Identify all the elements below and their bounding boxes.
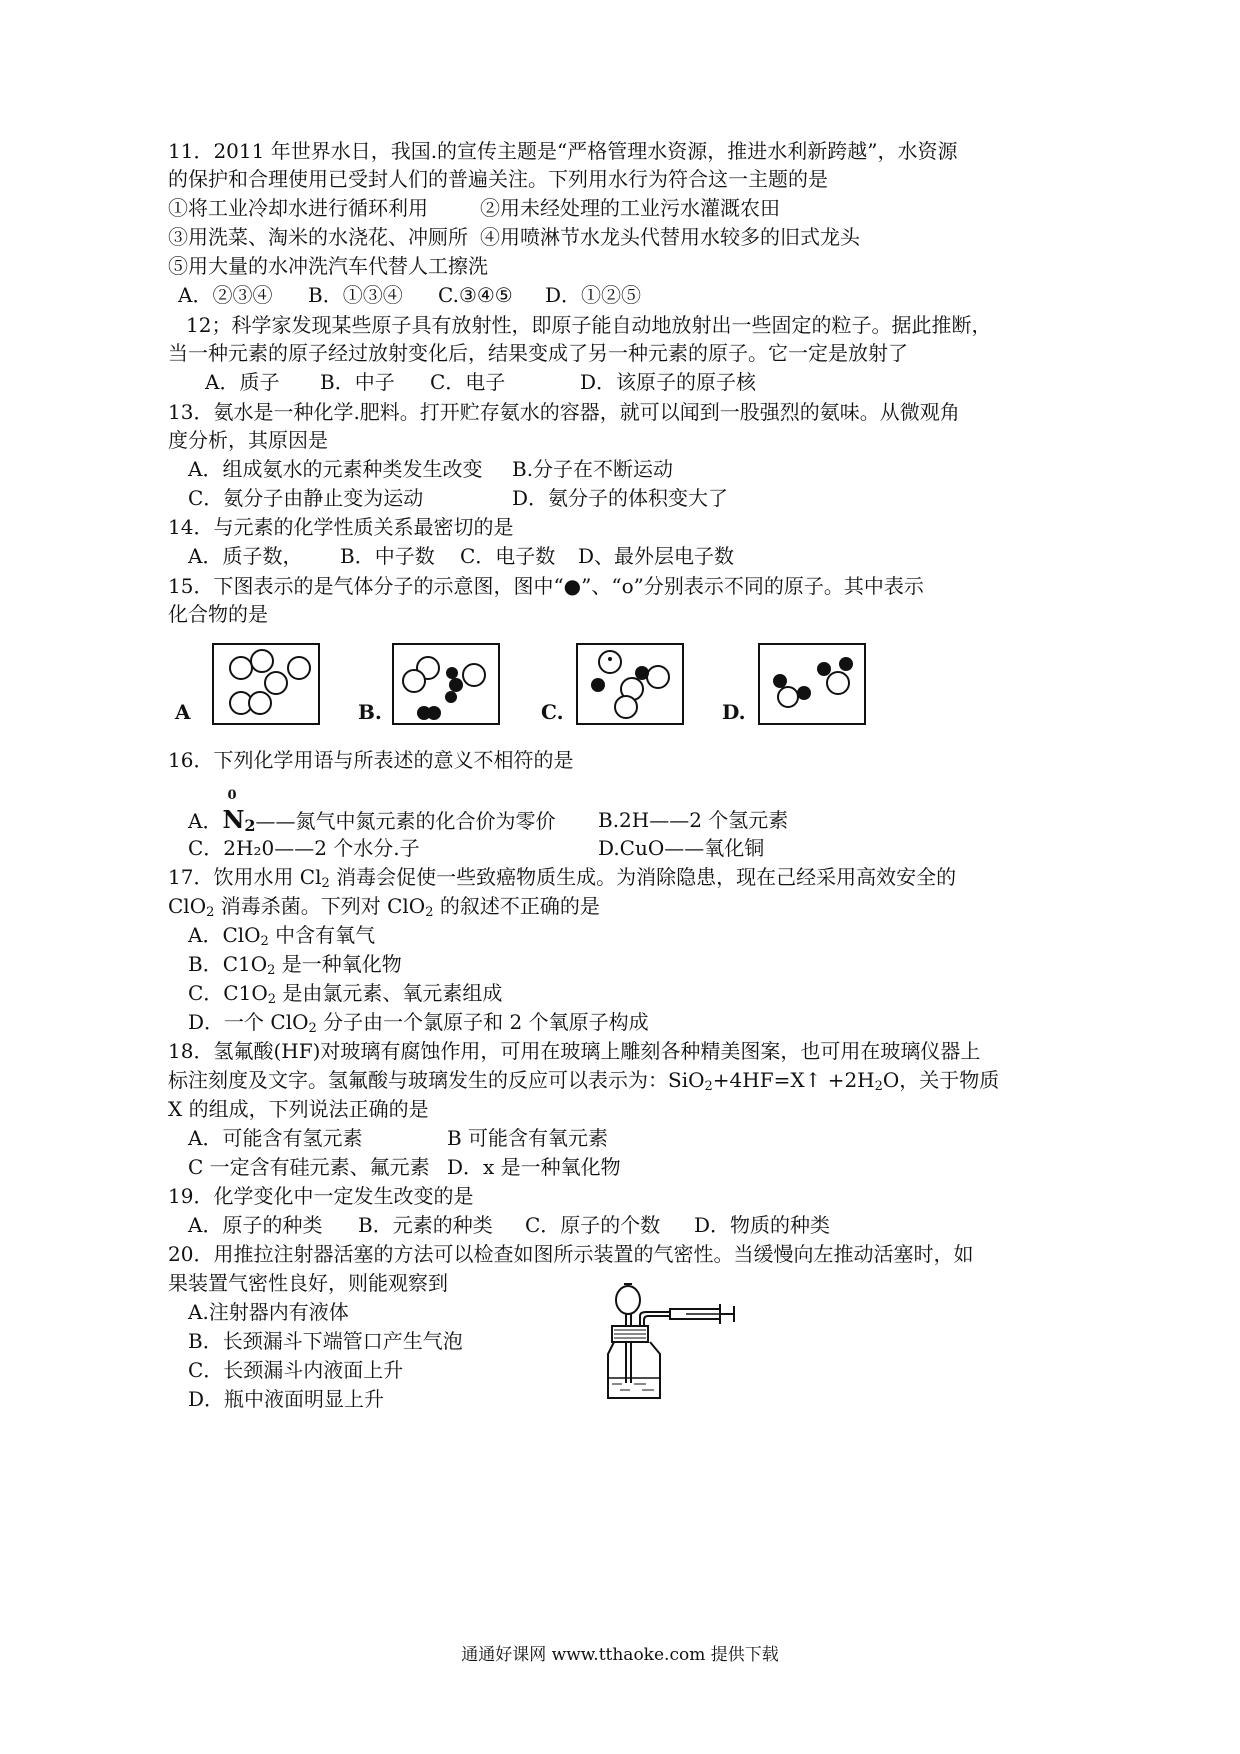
q17-stem-line2: [168, 894, 600, 918]
airtightness-apparatus-diagram: [600, 1278, 750, 1408]
q17-option-b-1: B．C1O: [188, 952, 268, 976]
q18-stem2-c: O，关于物质: [882, 1068, 1000, 1092]
q18-stem2-a: 标注刻度及文字。氢氟酸与玻璃发生的反应可以表示为：SiO: [168, 1068, 705, 1092]
q14-stem: 14．与元素的化学性质关系最密切的是: [168, 515, 514, 539]
q16-option-a-text: ——氮气中氮元素的化合价为零价: [255, 809, 556, 833]
q11-option-c: C.③④⑤: [438, 283, 513, 307]
q16-option-c: C．2H₂0——2 个水分.子: [188, 836, 420, 860]
q15-stem-line2: 化合物的是: [168, 602, 268, 626]
q12-option-c: C．电子: [430, 370, 506, 394]
molecule-box-d: [758, 643, 866, 725]
q13-stem-line1: 13．氨水是一种化学.肥料。打开贮存氨水的容器，就可以闻到一股强烈的氨味。从微观角: [168, 400, 960, 424]
q20-stem-line2: 果装置气密性良好，则能观察到: [168, 1271, 448, 1295]
q17-option-c-1: C．C1O: [188, 981, 268, 1005]
q19-option-a: A．原子的种类: [188, 1213, 323, 1237]
q14-option-c: C．电子数: [460, 544, 556, 568]
q17-option-d: [188, 1010, 649, 1034]
q13-option-a: A．组成氨水的元素种类发生改变: [188, 457, 483, 481]
q11-stem-line1: 11．2011 年世界水日，我国.的宣传主题是“严格管理水资源，推进水利新跨越”，水资源: [168, 139, 958, 163]
q16-option-a-prefix: A．: [188, 809, 223, 833]
q13-option-c: C．氨分子由静止变为运动: [188, 486, 424, 510]
q11-option-d: D．①②⑤: [545, 283, 642, 307]
q15-label-c: C.: [541, 700, 564, 724]
q17-option-c-2: 是由氯元素、氧元素组成: [276, 981, 503, 1005]
sub: 2: [267, 963, 276, 978]
q14-option-d: D、最外层电子数: [578, 544, 735, 568]
n2-formula: [222, 788, 256, 835]
valence-zero: 0: [227, 788, 237, 803]
q17-stem1-b: 消毒会促使一些致癌物质生成。为消除隐患，现在己经采用高效安全的: [329, 865, 957, 889]
q18-option-c: C 一定含有硅元素、氟元素: [188, 1155, 430, 1179]
q17-option-a-1: A．ClO: [188, 923, 261, 947]
q17-option-b-2: 是一种氧化物: [275, 952, 402, 976]
q17-option-c: [188, 981, 502, 1005]
q19-option-b: B．元素的种类: [358, 1213, 493, 1237]
q12-option-a: A．质子: [205, 370, 280, 394]
molecule-box-c: [576, 643, 684, 725]
q18-stem-line3: X 的组成，下列说法正确的是: [168, 1097, 429, 1121]
q18-option-a: A．可能含有氢元素: [188, 1126, 363, 1150]
q19-option-c: C．原子的个数: [525, 1213, 661, 1237]
q20-option-c: C．长颈漏斗内液面上升: [188, 1358, 404, 1382]
q11-option-a: A．②③④: [178, 283, 273, 307]
q16-option-b: B.2H——2 个氢元素: [598, 808, 789, 832]
n2-sub: 2: [244, 816, 256, 835]
q12-option-d: D．该原子的原子核: [580, 370, 757, 394]
q18-option-d: D．x 是一种氧化物: [447, 1155, 621, 1179]
molecule-diagram-a: [214, 645, 318, 723]
q17-stem1-a: 17．饮用水用 Cl: [168, 865, 322, 889]
q18-stem2-b: +4HF=X↑ +2H: [712, 1068, 875, 1092]
q17-stem2-a: ClO: [168, 894, 207, 918]
q11-item-1: ①将工业冷却水进行循环利用: [168, 196, 428, 220]
q16-option-d: D.CuO——氧化铜: [598, 836, 765, 860]
q18-stem-line1: 18．氢氟酸(HF)对玻璃有腐蚀作用，可用在玻璃上雕刻各种精美图案，也可用在玻璃仪器上: [168, 1039, 981, 1063]
molecule-diagram-d: [760, 645, 864, 723]
q17-option-d-1: D．一个 ClO: [188, 1010, 309, 1034]
q14-option-a: A．质子数，: [188, 544, 303, 568]
q11-item-2: ②用未经处理的工业污水灌溉农田: [480, 196, 780, 220]
q16-option-a: [188, 788, 556, 835]
q12-option-b: B．中子: [320, 370, 395, 394]
q17-option-a-2: 中含有氧气: [268, 923, 376, 947]
q18-stem-line2: [168, 1068, 999, 1092]
q13-option-d: D．氨分子的体积变大了: [512, 486, 729, 510]
q11-item-4: ④用喷淋节水龙头代替用水较多的旧式龙头: [480, 225, 860, 249]
q17-stem2-b: 消毒杀菌。下列对 ClO: [214, 894, 426, 918]
q11-stem-line2: 的保护和合理使用已受封人们的普遍关注。下列用水行为符合这一主题的是: [168, 167, 828, 191]
q17-stem-line1: [168, 865, 956, 889]
page-footer: 通通好课网 www.tthaoke.com 提供下载: [461, 1645, 779, 1665]
q19-option-d: D．物质的种类: [694, 1213, 831, 1237]
q11-item-3: ③用洗菜、淘米的水浇花、冲厕所: [168, 225, 468, 249]
q14-option-b: B．中子数: [340, 544, 435, 568]
molecule-diagram-c: [578, 645, 682, 723]
q15-label-d: D.: [722, 700, 746, 724]
sub: 2: [874, 1079, 883, 1094]
sub: 2: [206, 905, 215, 920]
q17-option-a: [188, 923, 375, 947]
q16-stem: 16．下列化学用语与所表述的意义不相符的是: [168, 748, 574, 772]
q17-stem2-c: 的叙述不正确的是: [433, 894, 600, 918]
q15-stem-line1: 15．下图表示的是气体分子的示意图，图中“●”、“o”分别表示不同的原子。其中表示: [168, 574, 924, 598]
sub: 2: [308, 1021, 317, 1036]
sub: 2: [425, 905, 434, 920]
q20-stem-line1: 20．用推拉注射器活塞的方法可以检查如图所示装置的气密性。当缓慢向左推动活塞时，如: [168, 1242, 974, 1266]
q11-option-b: B．①③④: [308, 283, 403, 307]
sub: 2: [321, 876, 330, 891]
q12-stem-line1: 12；科学家发现某些原子具有放射性，即原子能自动地放射出一些固定的粒子。据此推断，: [186, 313, 992, 337]
sub: 2: [260, 934, 269, 949]
q17-option-b: [188, 952, 402, 976]
n2-symbol: N: [222, 805, 245, 834]
sub: 2: [267, 992, 277, 1007]
q20-option-a: A.注射器内有液体: [188, 1300, 349, 1324]
q15-label-b: B.: [358, 700, 382, 724]
molecule-diagram-b: [394, 645, 498, 723]
q11-item-5: ⑤用大量的水冲洗汽车代替人工擦洗: [168, 254, 488, 278]
sub: 2: [704, 1079, 713, 1094]
q19-stem: 19．化学变化中一定发生改变的是: [168, 1184, 474, 1208]
molecule-box-a: [212, 643, 320, 725]
molecule-box-b: [392, 643, 500, 725]
q15-label-a: A: [175, 700, 191, 724]
q13-stem-line2: 度分析，其原因是: [168, 428, 328, 452]
q13-option-b: B.分子在不断运动: [512, 457, 674, 481]
q12-stem-line2: 当一种元素的原子经过放射变化后，结果变成了另一种元素的原子。它一定是放射了: [168, 341, 908, 365]
q20-option-d: D．瓶中液面明显上升: [188, 1387, 385, 1411]
q20-option-b: B．长颈漏斗下端管口产生气泡: [188, 1329, 463, 1353]
q17-option-d-2: 分子由一个氯原子和 2 个氧原子构成: [316, 1010, 649, 1034]
q18-option-b: B 可能含有氧元素: [447, 1126, 609, 1150]
